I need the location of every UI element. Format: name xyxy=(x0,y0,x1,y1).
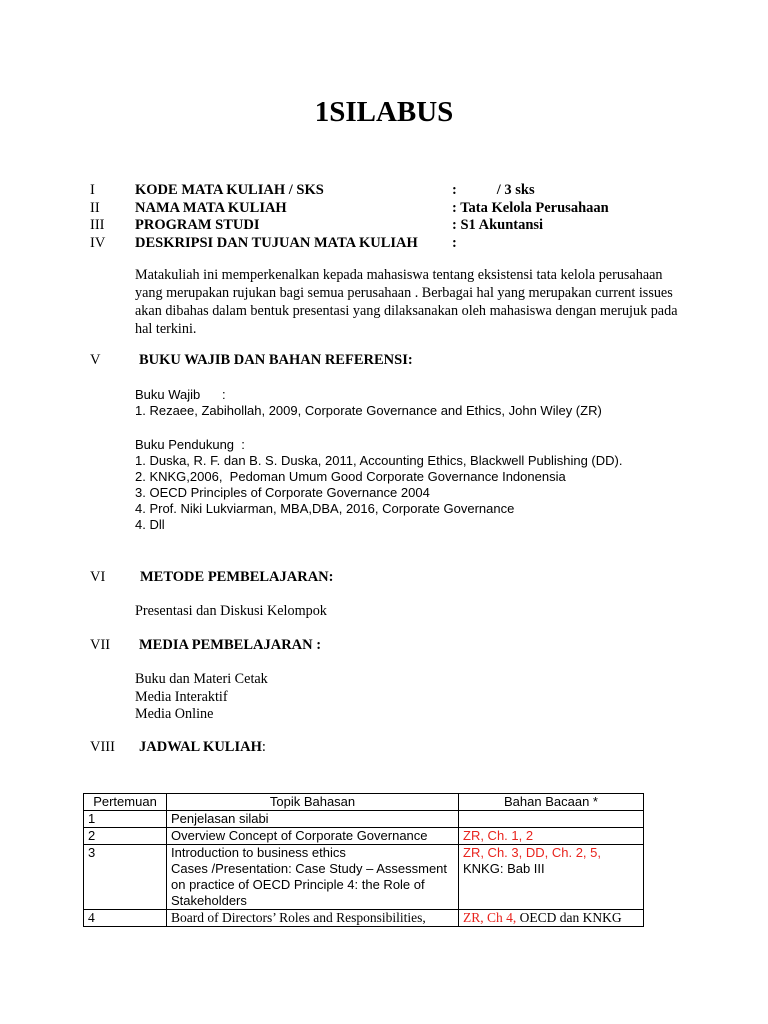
ref-black: OECD dan KNKG xyxy=(516,910,622,925)
section-label: BUKU WAJIB DAN BAHAN REFERENSI: xyxy=(139,352,413,368)
table-cell-ref xyxy=(459,828,644,845)
table-cell-topic: Board of Directors’ Roles and Responsibilities, xyxy=(167,910,459,927)
section-label: METODE PEMBELAJARAN: xyxy=(140,569,334,585)
table-row xyxy=(84,845,644,910)
meta-row-description xyxy=(90,235,730,253)
meta-label: NAMA MATA KULIAH xyxy=(135,199,287,216)
section-label-colon: : xyxy=(261,739,266,755)
list-item: Media Interaktif xyxy=(135,688,228,705)
required-books-label: Buku Wajib : xyxy=(135,387,226,402)
meta-value: : xyxy=(452,234,457,251)
ref-red: ZR, Ch. 1, 2 xyxy=(463,828,534,843)
ref-black: KNKG: Bab III xyxy=(463,861,545,876)
list-item: 4. Prof. Niki Lukviarman, MBA,DBA, 2016, Corporate Governance xyxy=(135,501,515,516)
meta-row-name xyxy=(90,200,730,218)
learning-media xyxy=(135,671,268,724)
table-header-row xyxy=(84,794,644,811)
document-title: 1SILABUS xyxy=(314,96,454,128)
ref-red: ZR, Ch 4, xyxy=(463,910,517,925)
table-header-cell: Bahan Bacaan * xyxy=(459,794,644,811)
list-item: 1. Rezaee, Zabihollah, 2009, Corporate Governance and Ethics, John Wiley (ZR) xyxy=(135,403,602,418)
table-cell-ref xyxy=(459,811,644,828)
meta-num: I xyxy=(90,182,95,198)
table-cell-no: 1 xyxy=(84,811,167,828)
table-cell-topic: Introduction to business ethics Cases /Presentation: Case Study – Assessment on practice of OECD Principle 4: the Role of Stakeholders xyxy=(167,845,459,910)
list-item: 4. Dll xyxy=(135,517,165,532)
course-meta xyxy=(90,182,730,252)
section-number: V xyxy=(90,352,101,368)
table-cell-ref xyxy=(459,910,644,927)
meta-num: IV xyxy=(90,234,106,251)
meta-value: : Tata Kelola Perusahaan xyxy=(452,199,609,216)
section-label-text: JADWAL KULIAH xyxy=(139,739,262,755)
supporting-books-label: Buku Pendukung : xyxy=(135,437,245,452)
section-number: VII xyxy=(90,637,111,653)
table-cell-no: 2 xyxy=(84,828,167,845)
supporting-books xyxy=(135,437,622,533)
meta-num: II xyxy=(90,199,100,216)
section-number: VIII xyxy=(90,739,115,755)
meta-row-code xyxy=(90,182,730,200)
table-cell-no: 3 xyxy=(84,845,167,910)
table-header-cell: Topik Bahasan xyxy=(167,794,459,811)
table-cell-ref xyxy=(459,845,644,910)
list-item: 2. KNKG,2006, Pedoman Umum Good Corporate Governance Indonensia xyxy=(135,469,566,484)
meta-num: III xyxy=(90,217,105,233)
section-number: VI xyxy=(90,569,106,585)
meta-label: DESKRIPSI DAN TUJUAN MATA KULIAH xyxy=(135,234,418,251)
table-cell-topic: Overview Concept of Corporate Governance xyxy=(167,828,459,845)
schedule-table xyxy=(83,793,644,927)
course-description: Matakuliah ini memperkenalkan kepada mahasiswa tentang eksistensi tata kelola perusahaan yang merupakan rujukan bagi semua perusahaan . Berbagai hal yang merupakan current issues akan dibahas dalam bentuk presentasi yang dilaksanakan oleh mahasiswa dengan merujuk pada hal terkini. xyxy=(135,267,678,337)
learning-method: Presentasi dan Diskusi Kelompok xyxy=(135,603,327,619)
table-row xyxy=(84,910,644,927)
table-cell-topic: Penjelasan silabi xyxy=(167,811,459,828)
list-item: Buku dan Materi Cetak xyxy=(135,671,268,687)
meta-row-program xyxy=(90,217,730,235)
section-label xyxy=(139,739,266,756)
list-item: 1. Duska, R. F. dan B. S. Duska, 2011, Accounting Ethics, Blackwell Publishing (DD). xyxy=(135,453,623,468)
table-row xyxy=(84,811,644,828)
meta-label: KODE MATA KULIAH / SKS xyxy=(135,182,324,198)
meta-value: : S1 Akuntansi xyxy=(452,217,544,233)
meta-value: : / 3 sks xyxy=(452,182,535,198)
ref-red: ZR, Ch. 3, DD, Ch. 2, 5, xyxy=(463,845,601,860)
required-books xyxy=(135,387,602,419)
list-item: 3. OECD Principles of Corporate Governance 2004 xyxy=(135,485,430,500)
table-header-cell: Pertemuan xyxy=(84,794,167,811)
section-label: MEDIA PEMBELAJARAN : xyxy=(139,637,322,653)
table-row xyxy=(84,828,644,845)
table-cell-no: 4 xyxy=(84,910,167,927)
list-item: Media Online xyxy=(135,706,214,722)
meta-label: PROGRAM STUDI xyxy=(135,217,260,233)
